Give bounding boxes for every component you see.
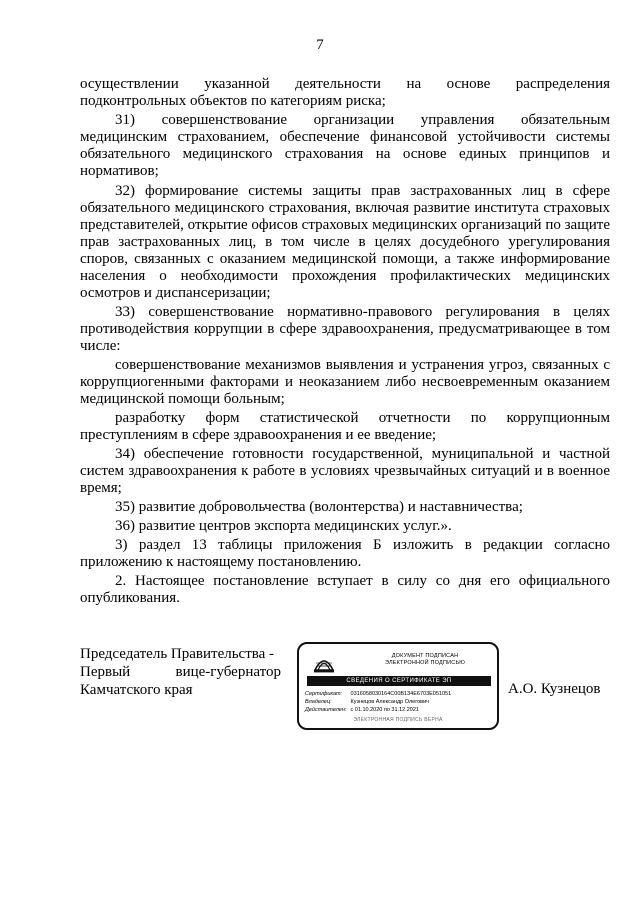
owner-value: Кузнецов Александр Олегович: [350, 699, 430, 705]
text-line: споров, связанных с оказанием медицинской помощи, а также информирование: [80, 251, 610, 267]
text-line: 3) раздел 13 таблицы приложения Б изложить в редакции согласно: [115, 537, 610, 553]
text-line: опубликования.: [80, 590, 180, 606]
text-line: медицинской помощи больным;: [80, 391, 285, 407]
text-line: противодействия коррупции в сфере здравоохранения, предусматривающее в том: [80, 321, 610, 337]
text-line: представителей, открытие офисов страховых медицинских организаций по защите: [80, 217, 610, 233]
certificate-info-bar: СВЕДЕНИЯ О СЕРТИФИКАТЕ ЭП: [307, 676, 491, 686]
owner-row: [305, 698, 495, 706]
text-line: обязательного медицинского страхования на основе единых принципов и: [80, 146, 610, 162]
electronic-signature-stamp: [297, 642, 499, 730]
signature-valid-note: ЭЛЕКТРОННАЯ ПОДПИСЬ ВЕРНА: [353, 717, 443, 723]
certificate-value: 0316058030164C00B134E6703E051051: [350, 691, 452, 697]
text-line: населения о необходимости прохождения профилактических медицинских: [80, 268, 610, 284]
text-line: 33) совершенствование нормативно-правового регулирования в целях: [115, 304, 610, 320]
text-line: 35) развитие добровольчества (волонтерства) и наставничества;: [115, 499, 523, 515]
text-line: разработку форм статистической отчетности по коррупционным: [115, 410, 610, 426]
certificate-key: Сертификат:: [305, 691, 343, 697]
text-line: 2. Настоящее постановление вступает в силу со дня его официального: [115, 573, 610, 589]
signatory-name: А.О. Кузнецов: [508, 681, 601, 697]
validity-key: Действителен:: [305, 707, 347, 713]
text-line: приложению к настоящему постановлению.: [80, 554, 362, 570]
text-line: совершенствование механизмов выявления и устранения угроз, связанных с: [115, 357, 610, 373]
text-line: осуществлении указанной деятельности на основе распределения: [80, 76, 610, 92]
text-line: 32) формирование системы защиты прав застрахованных лиц в сфере: [115, 183, 610, 199]
text-line: коррупциогенными факторами и неоказанием либо несвоевременным оказанием: [80, 374, 610, 390]
text-line: прав застрахованных лиц, в том числе в целях досудебного урегулирования: [80, 234, 610, 250]
text-line: нормативов;: [80, 163, 159, 179]
certificate-row: [305, 690, 495, 698]
text-line: 34) обеспечение готовности государственной, муниципальной и частной: [115, 446, 610, 462]
text-line: 31) совершенствование организации управления обязательным: [115, 112, 610, 128]
text-line: обязательного медицинского страхования, включая развитие института страховых: [80, 200, 610, 216]
owner-key: Владелец:: [305, 699, 332, 705]
text-line: 36) развитие центров экспорта медицинских услуг.».: [115, 518, 452, 534]
validity-row: [305, 706, 495, 714]
stamp-title-line: ЭЛЕКТРОННОЙ ПОДПИСЬЮ: [384, 660, 466, 666]
position-line: Председатель Правительства -: [80, 646, 275, 662]
page-number: 7: [316, 37, 324, 53]
text-line: подконтрольных объектов по категориям риска;: [80, 93, 386, 109]
position-line: Первый вице-губернатор: [80, 664, 281, 680]
text-line: преступлениям в сфере здравоохранения и ее введение;: [80, 427, 437, 443]
stamp-title-line: ДОКУМЕНТ ПОДПИСАН: [391, 653, 459, 659]
text-line: числе:: [80, 338, 121, 354]
text-line: осмотров и диспансеризации;: [80, 285, 271, 301]
position-line: Камчатского края: [80, 682, 193, 698]
signatory-position: [80, 645, 281, 699]
coat-of-arms-icon: [313, 652, 335, 674]
text-line: медицинским страхованием, обеспечение финансовой устойчивости системы: [80, 129, 610, 145]
stamp-title: [355, 653, 495, 667]
text-line: время;: [80, 480, 122, 496]
text-line: систем здравоохранения к работе в условиях чрезвычайных ситуаций и в военное: [80, 463, 610, 479]
validity-value: с 01.10.2020 по 31.12.2021: [350, 707, 419, 713]
